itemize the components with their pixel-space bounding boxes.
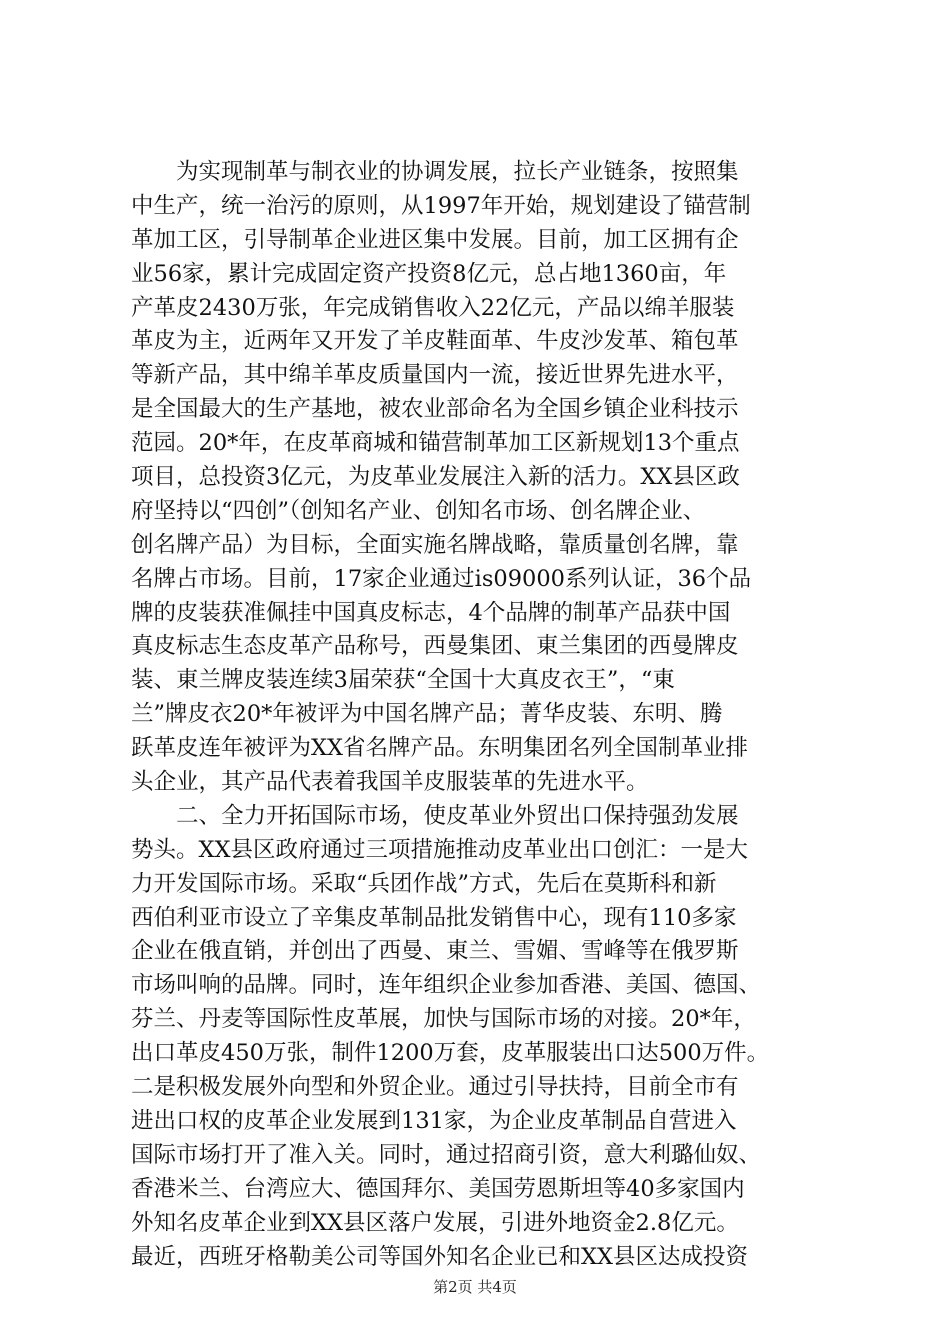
text-line: 装、東兰牌皮装连续3届荣获“全国十大真皮衣王”，“東 [131,667,675,694]
page-number-label: 第2页 共4页 [433,1278,517,1296]
text-line: 兰”牌皮衣20*年被评为中国名牌产品；菁华皮装、东明、腾 [131,701,723,728]
text-line: 项目，总投资3亿元，为皮革业发展注入新的活力。XX县区政 [131,464,740,491]
text-line: 二是积极发展外向型和外贸企业。通过引导扶持，目前全市有 [131,1074,739,1101]
text-line: 名牌占市场。目前，17家企业通过is09000系列认证，36个品 [131,565,752,592]
text-line: 革皮为主，近两年又开发了羊皮鞋面革、牛皮沙发革、箱包革 [131,328,739,355]
text-line: 出口革皮450万张，制件1200万套，皮革服装出口达500万件。 [131,1040,770,1067]
text-line: 范园。20*年，在皮革商城和锚营制革加工区新规划13个重点 [131,430,740,457]
text-line: 头企业，其产品代表着我国羊皮服装革的先进水平。 [131,769,649,796]
text-line: 是全国最大的生产基地，被农业部命名为全国乡镇企业科技示 [131,396,739,423]
body-text [131,156,831,1274]
page-footer [0,1277,950,1297]
text-line: 牌的皮装获准佩挂中国真皮标志，4个品牌的制革产品获中国 [131,599,731,626]
text-line: 外知名皮革企业到XX县区落户发展，引进外地资金2.8亿元。 [131,1209,739,1236]
text-line: 业56家，累计完成固定资产投资8亿元，总占地1360亩，年 [131,260,727,287]
text-line: 中生产，统一治污的原则，从1997年开始，规划建设了锚营制 [131,192,751,219]
text-line: 为实现制革与制衣业的协调发展，拉长产业链条，按照集 [131,159,739,185]
text-line: 真皮标志生态皮革产品称号，西曼集团、東兰集团的西曼牌皮 [131,633,739,660]
text-line: 企业在俄直销，并创出了西曼、東兰、雪媚、雪峰等在俄罗斯 [131,938,739,965]
text-line: 二、全力开拓国际市场，使皮革业外贸出口保持强劲发展 [131,802,739,829]
text-line: 进出口权的皮革企业发展到131家，为企业皮革制品自营进入 [131,1107,737,1134]
text-line: 力开发国际市场。采取“兵团作战”方式，先后在莫斯科和新 [131,870,717,897]
text-line: 革加工区，引导制革企业进区集中发展。目前，加工区拥有企 [131,226,739,253]
text-line: 势头。XX县区政府通过三项措施推动皮革业出口创汇：一是大 [131,836,749,863]
text-line: 市场叫响的品牌。同时，连年组织企业参加香港、美国、德国、 [131,972,762,999]
text-line: 西伯利亚市设立了辛集皮革制品批发销售中心，现有110多家 [131,904,737,931]
text-line: 等新产品，其中绵羊革皮质量国内一流，接近世界先进水平， [131,362,739,389]
text-line: 跃革皮连年被评为XX省名牌产品。东明集团名列全国制革业排 [131,735,749,762]
text-line: 创名牌产品）为目标，全面实施名牌战略，靠质量创名牌，靠 [131,531,739,558]
text-line: 府坚持以“四创”（创知名产业、创知名市场、创名牌企业、 [131,497,706,524]
text-line: 香港米兰、台湾应大、德国拜尔、美国劳恩斯坦等40多家国内 [131,1175,745,1202]
text-line: 产革皮2430万张，年完成销售收入22亿元，产品以绵羊服装 [131,294,735,321]
text-line: 最近，西班牙格勒美公司等国外知名企业已和XX县区达成投资 [131,1243,749,1270]
text-line: 国际市场打开了准入关。同时，通过招商引资，意大利璐仙奴、 [131,1141,762,1168]
text-line: 芬兰、丹麦等国际性皮革展，加快与国际市场的对接。20*年， [131,1006,756,1033]
